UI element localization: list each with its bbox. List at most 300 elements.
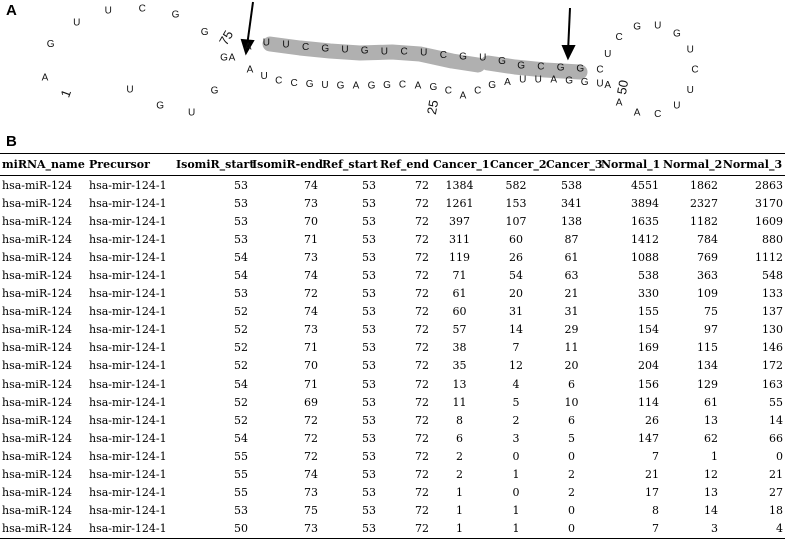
table-cell: 55: [234, 486, 248, 500]
table-cell: 70: [304, 359, 318, 373]
table-cell: 53: [362, 323, 376, 337]
column-header-normal-3: Normal_3: [722, 158, 783, 171]
table-cell: hsa-miR-124: [2, 522, 72, 536]
table-cell: 12: [704, 468, 718, 482]
table-row: [0, 466, 785, 484]
panel-b-label: B: [6, 133, 17, 150]
table-cell: 2863: [755, 178, 783, 192]
table-cell: 31: [509, 305, 523, 319]
table-cell: 73: [304, 250, 318, 264]
base-left-loop: G: [210, 85, 219, 97]
table-cell: 72: [415, 287, 429, 301]
base-upper-strand: U: [341, 44, 349, 56]
isomir-table: [0, 153, 785, 539]
table-cell: 1: [711, 449, 718, 463]
table-cell: 72: [415, 359, 429, 373]
table-cell: 72: [415, 486, 429, 500]
table-cell: 156: [638, 377, 659, 391]
table-cell: 538: [638, 269, 659, 283]
base-upper-strand: C: [439, 49, 448, 61]
base-upper-strand: G: [576, 63, 585, 75]
table-cell: 397: [449, 214, 470, 228]
table-cell: 0: [776, 449, 783, 463]
base-upper-strand: C: [537, 61, 545, 73]
table-row: [0, 285, 785, 303]
table-cell: hsa-miR-124: [2, 395, 72, 409]
table-cell: 3170: [755, 196, 783, 210]
table-cell: 72: [415, 522, 429, 536]
table-cell: 62: [704, 431, 718, 445]
table-cell: 21: [645, 468, 659, 482]
table-cell: 11: [564, 341, 579, 355]
table-cell: 4551: [631, 178, 659, 192]
table-cell: hsa-miR-124: [2, 250, 72, 264]
table-cell: 97: [704, 323, 718, 337]
table-cell: 2: [456, 449, 463, 463]
table-cell: 153: [505, 196, 527, 210]
table-cell: hsa-mir-124-1: [89, 178, 167, 192]
base-terminal-loop: C: [615, 31, 623, 43]
table-cell: hsa-mir-124-1: [89, 395, 167, 409]
base-upper-strand: U: [420, 47, 428, 59]
table-cell: 1182: [690, 214, 718, 228]
base-lower-strand: G: [305, 79, 314, 91]
table-cell: 4: [776, 522, 783, 536]
table-row: [0, 248, 785, 266]
table-cell: 1384: [445, 178, 474, 192]
table-cell: 53: [234, 504, 248, 518]
table-cell: 63: [564, 269, 579, 283]
table-cell: 35: [452, 359, 467, 373]
table-cell: 20: [509, 287, 523, 301]
table-cell: hsa-mir-124-1: [89, 232, 167, 246]
base-left-loop: C: [138, 3, 146, 15]
table-row: [0, 230, 785, 248]
table-cell: 53: [362, 486, 376, 500]
base-lower-strand: G: [336, 80, 345, 92]
table-cell: 72: [415, 504, 429, 518]
base-upper-strand: A: [244, 41, 252, 53]
table-cell: 1: [456, 522, 463, 536]
table-cell: 14: [509, 323, 523, 337]
table-cell: 72: [415, 395, 429, 409]
table-cell: 14: [704, 504, 718, 518]
table-cell: 1: [512, 468, 520, 482]
table-cell: 204: [638, 359, 659, 373]
table-cell: 13: [452, 377, 467, 391]
table-cell: 138: [561, 214, 582, 228]
table-cell: 72: [415, 341, 429, 355]
table-cell: 72: [415, 431, 429, 445]
table-cell: 61: [564, 250, 579, 264]
base-upper-strand: U: [262, 37, 271, 49]
table-cell: 53: [234, 196, 248, 210]
table-cell: 107: [505, 214, 527, 228]
table-cell: 17: [645, 486, 659, 500]
table-cell: 163: [762, 377, 783, 391]
base-terminal-loop: C: [654, 108, 662, 120]
column-header-isomir-start: IsomiR_start: [176, 158, 255, 171]
table-cell: 21: [564, 287, 579, 301]
base-left-loop: U: [104, 5, 112, 17]
table-cell: hsa-mir-124-1: [89, 287, 167, 301]
table-cell: hsa-mir-124-1: [89, 359, 167, 373]
base-lower-strand: U: [534, 74, 542, 86]
table-cell: 0: [568, 504, 575, 518]
table-cell: hsa-miR-124: [2, 178, 72, 192]
table-cell: hsa-mir-124-1: [89, 504, 167, 518]
table-cell: hsa-miR-124: [2, 214, 72, 228]
table-cell: 71: [304, 377, 318, 391]
table-cell: 72: [415, 232, 429, 246]
table-cell: 72: [415, 468, 429, 482]
table-cell: hsa-mir-124-1: [89, 413, 167, 427]
base-upper-strand: U: [380, 46, 389, 58]
table-cell: hsa-mir-124-1: [89, 377, 167, 391]
table-cell: 154: [638, 323, 659, 337]
base-terminal-loop: U: [686, 84, 694, 96]
table-cell: 7: [652, 449, 659, 463]
table-cell: hsa-miR-124: [2, 359, 72, 373]
base-upper-strand: G: [459, 51, 467, 63]
base-lower-strand: G: [488, 80, 497, 92]
table-cell: 1112: [755, 250, 783, 264]
table-cell: 11: [452, 395, 467, 409]
table-cell: 115: [697, 341, 718, 355]
table-cell: 53: [234, 178, 248, 192]
table-row: [0, 321, 785, 339]
base-terminal-loop: U: [604, 49, 612, 61]
table-cell: 21: [769, 468, 783, 482]
table-cell: 72: [415, 250, 429, 264]
column-header-mirna-name: miRNA_name: [2, 158, 85, 171]
table-cell: 13: [704, 413, 718, 427]
table-cell: 54: [234, 250, 248, 264]
table-cell: 72: [304, 413, 318, 427]
table-cell: 1: [512, 504, 520, 518]
position-label: 25: [423, 98, 442, 116]
column-header-normal-2: Normal_2: [663, 158, 723, 171]
table-cell: 53: [362, 269, 376, 283]
table-cell: 169: [638, 341, 659, 355]
table-cell: 74: [304, 269, 318, 283]
table-cell: 53: [362, 196, 376, 210]
base-terminal-loop: G: [633, 21, 641, 33]
base-upper-strand: G: [321, 43, 330, 55]
table-row: [0, 411, 785, 429]
table-row: [0, 357, 785, 375]
table-cell: 330: [638, 287, 659, 301]
table-row: [0, 502, 785, 520]
table-cell: 53: [362, 178, 376, 192]
table-cell: 74: [304, 178, 318, 192]
table-cell: 52: [234, 305, 248, 319]
table-cell: 2: [512, 413, 520, 427]
table-cell: 29: [564, 323, 579, 337]
table-cell: hsa-mir-124-1: [89, 341, 167, 355]
table-cell: 53: [362, 522, 376, 536]
table-cell: 53: [362, 232, 376, 246]
column-header-ref-end: Ref_end: [380, 158, 430, 171]
table-cell: 0: [568, 522, 575, 536]
base-left-loop: G: [200, 26, 209, 38]
table-cell: 172: [762, 359, 783, 373]
table-cell: 109: [697, 287, 718, 301]
table-cell: 5: [568, 431, 575, 445]
table-cell: 72: [415, 269, 429, 283]
table-cell: 54: [234, 431, 248, 445]
table-cell: 54: [234, 377, 248, 391]
table-cell: 3: [512, 431, 520, 445]
table-cell: 71: [304, 341, 318, 355]
base-left-loop: G: [156, 100, 164, 112]
base-upper-strand: G: [556, 62, 565, 74]
base-lower-strand: U: [260, 71, 268, 83]
column-header-cancer-1: Cancer_1: [433, 158, 490, 171]
table-cell: 2: [568, 468, 575, 482]
table-cell: 7: [652, 522, 659, 536]
table-cell: 53: [362, 395, 376, 409]
table-cell: hsa-miR-124: [2, 468, 72, 482]
base-left-loop: G: [220, 52, 228, 64]
table-cell: 73: [304, 323, 318, 337]
table-cell: 1088: [631, 250, 659, 264]
table-cell: 72: [304, 287, 318, 301]
table-cell: 133: [762, 287, 783, 301]
table-cell: 155: [638, 305, 659, 319]
base-lower-strand: G: [383, 80, 391, 92]
base-left-loop: U: [187, 107, 196, 119]
table-cell: 53: [234, 214, 248, 228]
table-cell: 71: [452, 269, 467, 283]
base-lower-strand: G: [565, 75, 573, 87]
table-cell: 6: [568, 377, 575, 391]
table-cell: 0: [512, 449, 520, 463]
table-cell: 52: [234, 341, 248, 355]
table-cell: 73: [304, 522, 318, 536]
table-cell: 0: [568, 449, 575, 463]
table-cell: 74: [304, 305, 318, 319]
table-cell: 53: [362, 468, 376, 482]
base-upper-strand: U: [282, 39, 290, 51]
table-cell: 6: [456, 431, 463, 445]
table-cell: 70: [304, 214, 318, 228]
table-cell: 53: [234, 287, 248, 301]
table-cell: 52: [234, 413, 248, 427]
table-cell: hsa-mir-124-1: [89, 269, 167, 283]
base-terminal-loop: G: [673, 28, 681, 40]
column-header-ref-start: Ref_start: [322, 158, 378, 171]
table-cell: 6: [568, 413, 575, 427]
base-lower-strand: C: [474, 85, 482, 97]
base-terminal-loop: U: [673, 100, 681, 112]
table-cell: hsa-miR-124: [2, 341, 72, 355]
table-cell: 60: [509, 232, 523, 246]
table-cell: 363: [697, 269, 718, 283]
table-row: [0, 266, 785, 284]
table-cell: hsa-miR-124: [2, 431, 72, 445]
table-cell: hsa-miR-124: [2, 486, 72, 500]
position-label: 50: [613, 78, 632, 96]
table-cell: hsa-miR-124: [2, 196, 72, 210]
base-lower-strand: C: [290, 77, 298, 89]
table-cell: 55: [769, 395, 783, 409]
table-cell: 60: [452, 305, 467, 319]
table-cell: 130: [762, 323, 783, 337]
table-row: [0, 339, 785, 357]
table-cell: hsa-miR-124: [2, 287, 72, 301]
base-upper-strand: C: [596, 64, 604, 76]
table-cell: 38: [452, 341, 467, 355]
mirna-hairpin-structure: [0, 0, 785, 135]
table-cell: 129: [697, 377, 718, 391]
table-cell: 72: [415, 305, 429, 319]
base-lower-strand: C: [275, 75, 283, 87]
table-cell: 72: [415, 178, 429, 192]
base-lower-strand: G: [580, 77, 589, 89]
base-upper-strand: G: [498, 56, 506, 68]
table-cell: 53: [362, 250, 376, 264]
table-row: [0, 375, 785, 393]
table-cell: 72: [415, 413, 429, 427]
table-cell: 8: [652, 504, 659, 518]
table-cell: 1: [456, 486, 463, 500]
table-row: [0, 212, 785, 230]
table-row: [0, 484, 785, 502]
base-left-loop: U: [126, 84, 134, 96]
table-header-row: [0, 154, 785, 176]
table-cell: 0: [512, 486, 520, 500]
table-cell: 73: [304, 486, 318, 500]
panel-a-label: A: [6, 2, 17, 19]
table-cell: 14: [769, 413, 783, 427]
table-cell: 10: [564, 395, 579, 409]
table-cell: hsa-mir-124-1: [89, 250, 167, 264]
table-cell: 72: [304, 449, 318, 463]
table-row: [0, 520, 785, 539]
base-lower-strand: A: [550, 74, 558, 86]
base-lower-strand: U: [596, 78, 604, 90]
table-cell: 66: [769, 431, 783, 445]
table-cell: 880: [762, 232, 783, 246]
table-cell: 119: [449, 250, 470, 264]
table-cell: 8: [456, 413, 463, 427]
table-cell: 3: [711, 522, 718, 536]
column-header-normal-1: Normal_1: [601, 158, 661, 171]
table-cell: 2: [568, 486, 575, 500]
table-cell: 1412: [631, 232, 659, 246]
base-terminal-loop: C: [691, 64, 699, 76]
table-cell: 75: [304, 504, 318, 518]
table-cell: hsa-miR-124: [2, 504, 72, 518]
table-cell: 52: [234, 323, 248, 337]
table-cell: 2: [456, 468, 463, 482]
table-cell: 72: [415, 377, 429, 391]
table-cell: hsa-mir-124-1: [89, 214, 167, 228]
table-cell: 53: [362, 377, 376, 391]
column-header-isomir-end: IsomiR-end: [252, 158, 323, 171]
table-cell: 784: [697, 232, 718, 246]
base-lower-strand: A: [504, 77, 511, 89]
table-cell: hsa-miR-124: [2, 377, 72, 391]
table-cell: 71: [304, 232, 318, 246]
table-cell: 72: [415, 323, 429, 337]
table-cell: 12: [509, 359, 523, 373]
base-upper-strand: U: [479, 52, 487, 64]
table-cell: 54: [234, 269, 248, 283]
base-terminal-loop: A: [633, 107, 641, 119]
table-row: [0, 393, 785, 411]
table-cell: 1635: [631, 214, 659, 228]
base-left-loop: U: [73, 17, 81, 29]
base-lower-strand: A: [246, 64, 254, 76]
table-cell: 1609: [755, 214, 783, 228]
table-cell: 61: [452, 287, 467, 301]
table-cell: 53: [362, 287, 376, 301]
base-lower-strand: A: [414, 80, 422, 92]
table-cell: 53: [362, 449, 376, 463]
table-cell: 341: [561, 196, 582, 210]
base-left-loop: G: [46, 39, 55, 51]
position-label: 75: [215, 27, 237, 48]
base-terminal-loop: U: [686, 44, 694, 56]
table-cell: 72: [304, 431, 318, 445]
table-cell: 53: [362, 431, 376, 445]
table-cell: 1261: [445, 196, 474, 210]
table-cell: 31: [564, 305, 579, 319]
table-cell: hsa-mir-124-1: [89, 305, 167, 319]
table-cell: 2327: [690, 196, 718, 210]
table-cell: hsa-mir-124-1: [89, 468, 167, 482]
base-left-loop: A: [41, 72, 49, 84]
table-cell: hsa-miR-124: [2, 232, 72, 246]
table-cell: 50: [234, 522, 248, 536]
table-row: [0, 176, 785, 195]
table-cell: hsa-mir-124-1: [89, 431, 167, 445]
table-cell: 53: [362, 413, 376, 427]
table-cell: 53: [362, 504, 376, 518]
table-cell: 27: [769, 486, 783, 500]
table-cell: 52: [234, 359, 248, 373]
table-cell: hsa-mir-124-1: [89, 486, 167, 500]
table-cell: 582: [505, 178, 527, 192]
base-lower-strand: A: [352, 80, 360, 92]
column-header-cancer-2: Cancer_2: [490, 158, 547, 171]
table-cell: 1: [512, 522, 520, 536]
table-cell: 13: [704, 486, 718, 500]
table-cell: 311: [449, 232, 470, 246]
table-cell: 548: [762, 269, 783, 283]
base-upper-strand: G: [360, 45, 369, 57]
base-lower-strand: G: [429, 82, 438, 94]
table-cell: hsa-mir-124-1: [89, 196, 167, 210]
base-upper-strand: A: [228, 52, 236, 64]
base-terminal-loop: A: [604, 80, 612, 92]
table-cell: 538: [561, 178, 582, 192]
table-row: [0, 429, 785, 447]
table-cell: 61: [704, 395, 718, 409]
base-terminal-loop: U: [654, 20, 662, 32]
table-cell: 134: [697, 359, 718, 373]
table-cell: 73: [304, 196, 318, 210]
table-cell: 53: [362, 214, 376, 228]
table-cell: 147: [638, 431, 659, 445]
table-cell: 18: [769, 504, 783, 518]
table-cell: 72: [415, 214, 429, 228]
base-lower-strand: C: [398, 79, 407, 91]
table-cell: hsa-mir-124-1: [89, 323, 167, 337]
table-cell: 7: [512, 341, 520, 355]
